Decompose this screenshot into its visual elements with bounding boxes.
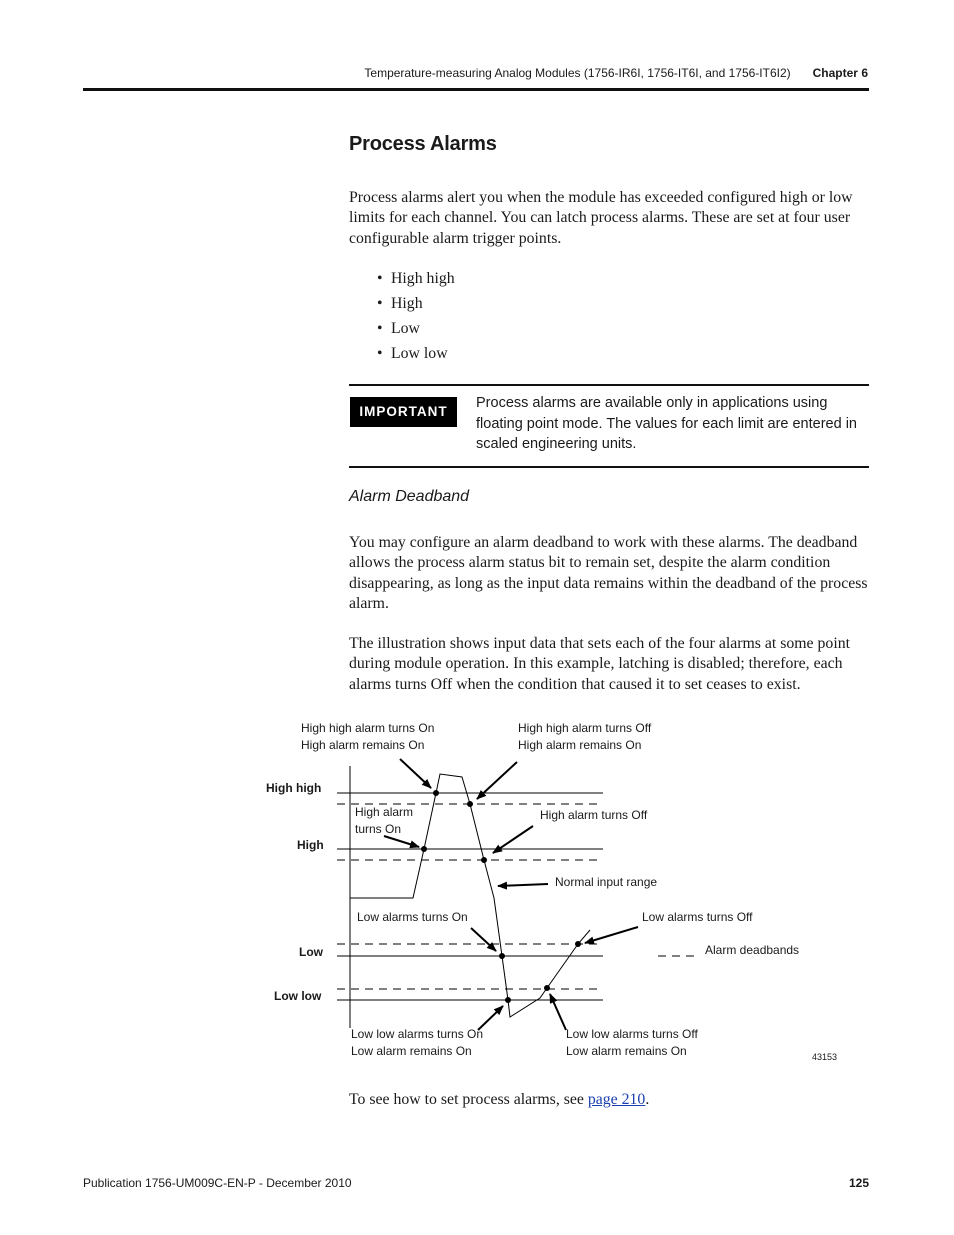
high-off-point xyxy=(481,857,487,863)
callout-high-off: High alarm turns Off xyxy=(540,808,648,822)
hh-on-point xyxy=(433,790,439,796)
level-label-low: Low xyxy=(299,945,323,959)
page-210-link[interactable]: page 210 xyxy=(587,1091,646,1108)
callout-hh-off: High high alarm turns Off High alarm remains On xyxy=(518,721,652,752)
callout-hh-on: High high alarm turns On High alarm remains On xyxy=(301,721,435,752)
illustration-paragraph: The illustration shows input data that sets each of the four alarms at some point during module operation. In this example, latching is disabled; therefore, each alarms turns Off when the condition that caused it to set ceases to exist. xyxy=(349,635,850,693)
footer-page-number: 125 xyxy=(848,1176,869,1190)
arrow-ll-off xyxy=(550,994,566,1030)
intro-paragraph: Process alarms alert you when the module has exceeded configured high or low limits for each channel. You can latch process alarms. These are set at four user configurable alarm trigger points. xyxy=(349,189,853,247)
footer-publication: Publication 1756-UM009C-EN-P - December 2010 xyxy=(83,1176,352,1190)
arrow-low-on xyxy=(471,928,496,951)
figure-number: 43153 xyxy=(812,1052,838,1062)
level-label-high-high: High high xyxy=(266,781,322,795)
level-label-low-low: Low low xyxy=(274,989,322,1003)
list-item: • High xyxy=(377,295,423,312)
level-label-high: High xyxy=(297,838,324,852)
low-off-point xyxy=(575,941,581,947)
header-title: Temperature-measuring Analog Modules (1756-IR6I, 1756-IT6I, and 1756-IT6I2) xyxy=(364,66,791,80)
callout-ll-off: Low low alarms turns Off Low alarm remains On xyxy=(566,1027,698,1058)
high-on-point xyxy=(421,846,427,852)
legend-alarm-deadbands: Alarm deadbands xyxy=(705,943,800,957)
important-badge: IMPORTANT xyxy=(350,397,457,427)
ll-off-point xyxy=(544,985,550,991)
section-title: Process Alarms xyxy=(349,133,497,155)
callout-low-off: Low alarms turns Off xyxy=(642,910,753,924)
list-item: • High high xyxy=(377,270,455,287)
list-item: • Low xyxy=(377,320,420,337)
list-item: • Low low xyxy=(377,345,448,362)
callout-ll-on: Low low alarms turns On Low alarm remains On xyxy=(351,1027,484,1058)
arrow-normal-range xyxy=(498,884,548,886)
header-chapter: Chapter 6 xyxy=(812,66,868,80)
arrow-low-off xyxy=(585,927,638,943)
callout-normal-range: Normal input range xyxy=(555,875,658,889)
arrow-hh-on xyxy=(400,759,431,788)
callout-low-on: Low alarms turns On xyxy=(357,910,468,924)
deadband-paragraph: You may configure an alarm deadband to work with these alarms. The deadband allows the process alarm status bit to remain set, despite the alarm condition disappearing, as long as the input data remains within the deadband of the process alarm. xyxy=(349,534,868,612)
callout-high-on: High alarm turns On xyxy=(355,805,414,836)
hh-off-point xyxy=(467,801,473,807)
see-also-line: To see how to set process alarms, see page 210. xyxy=(349,1091,650,1108)
subheading-alarm-deadband: Alarm Deadband xyxy=(349,488,470,505)
important-text: Process alarms are available only in applications using floating point mode. The values for each limit are entered in scaled engineering units. xyxy=(476,395,857,452)
low-on-point xyxy=(499,953,505,959)
ll-on-point xyxy=(505,997,511,1003)
